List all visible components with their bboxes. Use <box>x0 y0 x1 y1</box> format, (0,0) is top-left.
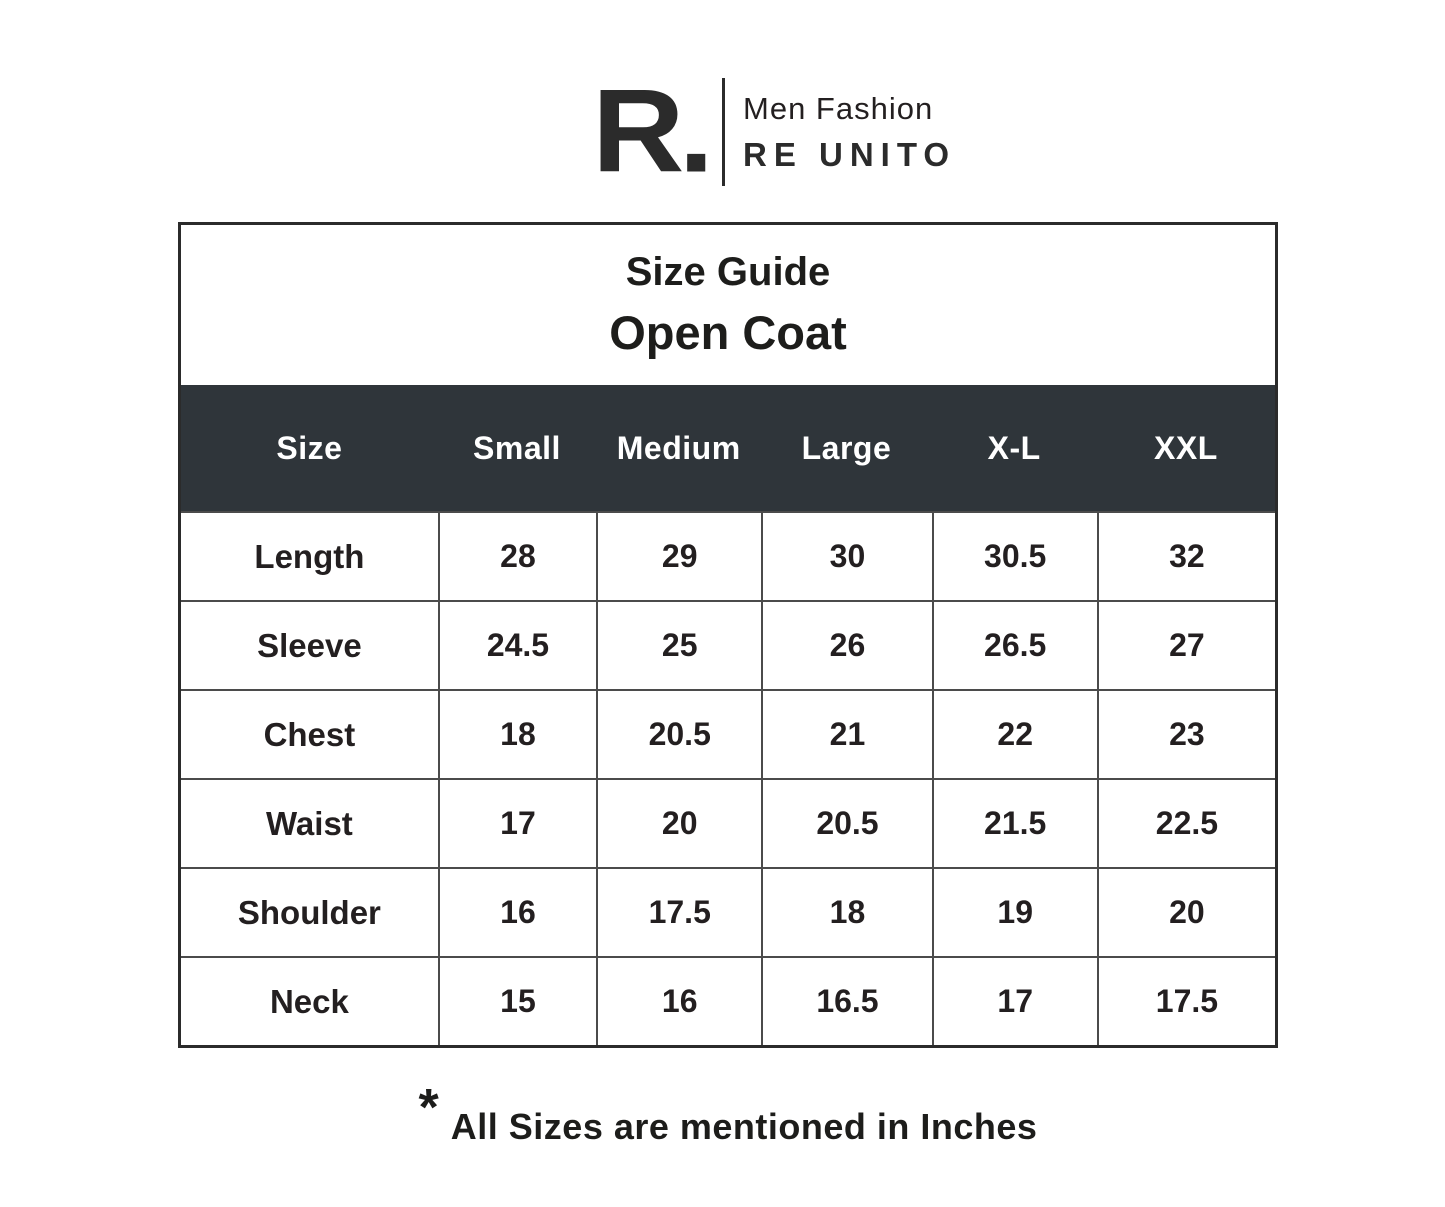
size-value: 30.5 <box>932 513 1097 600</box>
table-row-sleeve <box>181 600 1275 689</box>
table-subtitle: Open Coat <box>609 306 847 359</box>
size-value: 32 <box>1097 513 1275 600</box>
table-title: Size Guide <box>625 250 831 294</box>
size-value: 30 <box>761 513 931 600</box>
size-value: 26 <box>761 602 931 689</box>
size-guide-table <box>178 222 1278 1048</box>
brand-name: RE UNITO <box>743 135 957 173</box>
footnote-text: All Sizes are mentioned in Inches <box>450 1106 1038 1147</box>
size-value: 22 <box>932 691 1097 778</box>
size-value: 16 <box>438 869 596 956</box>
size-value: 25 <box>596 602 761 689</box>
size-value: 20 <box>596 780 761 867</box>
size-value: 16 <box>596 958 761 1045</box>
column-header-size: Size <box>276 429 343 466</box>
row-label: Shoulder <box>237 893 381 931</box>
footnote <box>178 1078 1278 1148</box>
size-value: 28 <box>438 513 596 600</box>
size-value: 27 <box>1097 602 1275 689</box>
size-value: 20.5 <box>761 780 931 867</box>
table-title-box <box>181 225 1275 385</box>
column-header-xl: X-L <box>987 429 1041 466</box>
size-value: 24.5 <box>438 602 596 689</box>
table-row-shoulder <box>181 867 1275 956</box>
logo-text-block <box>743 91 956 174</box>
size-value: 18 <box>761 869 931 956</box>
size-value: 22.5 <box>1097 780 1275 867</box>
column-header-large: Large <box>801 429 892 466</box>
brand-logo <box>592 65 957 198</box>
size-value: 20 <box>1097 869 1275 956</box>
logo-divider-line <box>722 78 725 186</box>
footnote-asterisk: * <box>418 1079 439 1137</box>
size-value: 19 <box>932 869 1097 956</box>
size-value: 16.5 <box>761 958 931 1045</box>
size-value: 21 <box>761 691 931 778</box>
size-value: 20.5 <box>596 691 761 778</box>
size-value: 21.5 <box>932 780 1097 867</box>
table-row-length <box>181 511 1275 600</box>
row-label: Length <box>254 537 365 575</box>
brand-tagline: Men Fashion <box>743 90 934 126</box>
size-value: 29 <box>596 513 761 600</box>
table-header-row <box>181 385 1275 511</box>
row-label: Neck <box>269 982 349 1020</box>
table-row-waist <box>181 778 1275 867</box>
table-row-neck <box>181 956 1275 1045</box>
size-value: 17 <box>438 780 596 867</box>
column-header-small: Small <box>473 429 561 466</box>
logo-letter-mark: R. <box>592 65 708 198</box>
size-value: 18 <box>438 691 596 778</box>
size-value: 15 <box>438 958 596 1045</box>
row-label: Chest <box>263 715 356 753</box>
size-value: 23 <box>1097 691 1275 778</box>
column-header-medium: Medium <box>616 429 741 466</box>
row-label: Sleeve <box>257 626 362 664</box>
size-value: 17.5 <box>596 869 761 956</box>
row-label: Waist <box>266 804 353 842</box>
size-value: 26.5 <box>932 602 1097 689</box>
size-value: 17 <box>932 958 1097 1045</box>
size-value: 17.5 <box>1097 958 1275 1045</box>
column-header-xxl: XXL <box>1154 429 1218 466</box>
table-row-chest <box>181 689 1275 778</box>
